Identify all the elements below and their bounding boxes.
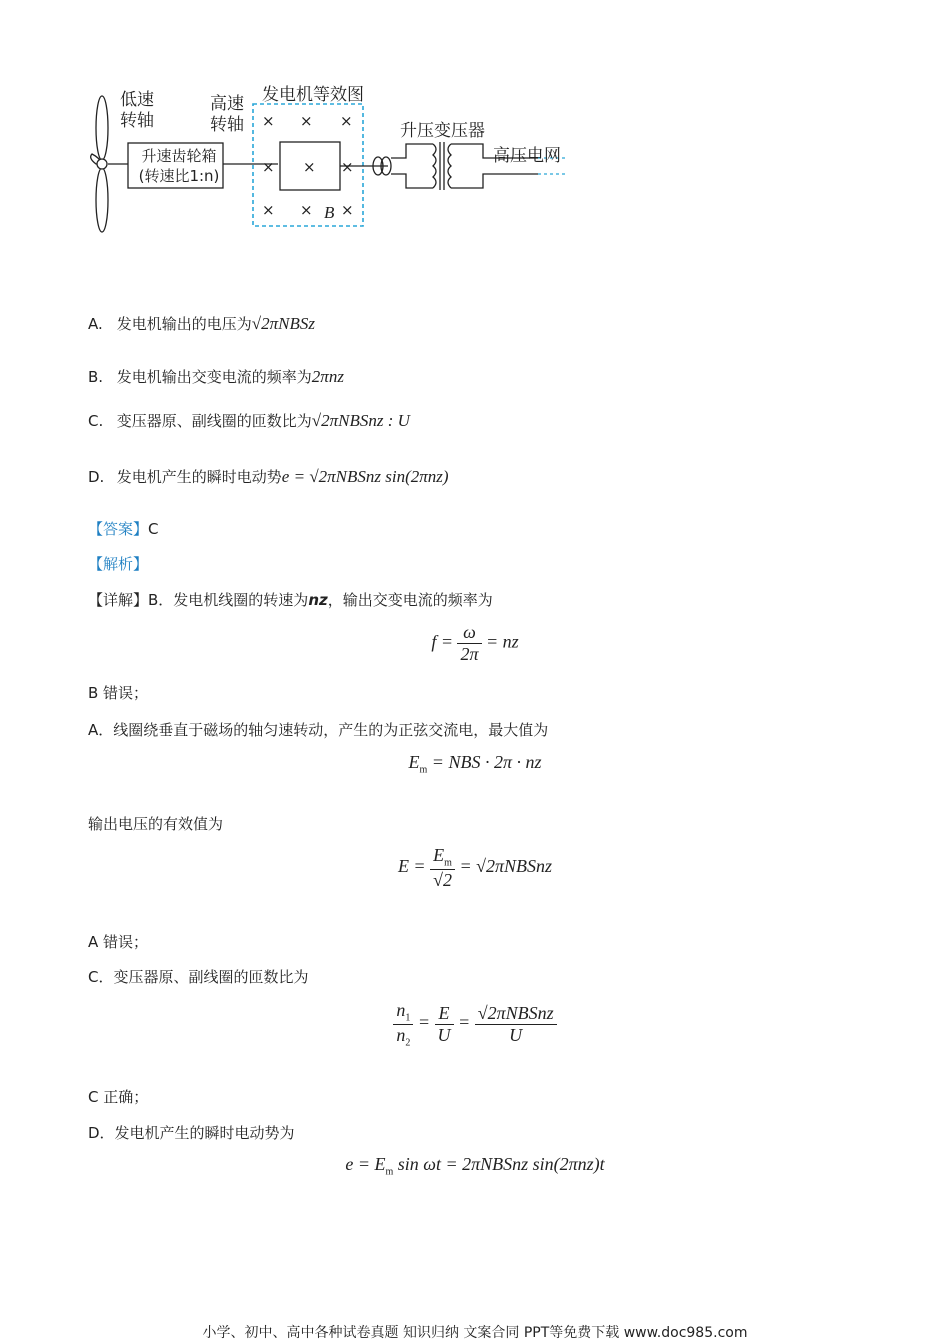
eq-c-n2 [393,1025,413,1049]
gearbox-label-line2: (转速比1:n) [138,167,220,185]
detail-d-intro: D．发电机产生的瞬时电动势为 [88,1124,295,1142]
option-c-text: 变压器原、副线圈的匝数比为 [116,412,312,430]
svg-text:×: × [262,112,275,130]
field-label: B [324,203,335,222]
equation-turns-ratio: $\frac{n_1}{n_2}$ = $\frac{E}{U}$ = $\frac{\text{√2πNBSnz}}{U}$ [0,1000,950,1048]
low-speed-label-line1: 低速 [120,90,154,110]
option-b [88,366,344,387]
svg-text:×: × [340,112,353,130]
option-d-formula: e = √2πNBSnz sin(2πnz) [281,467,449,486]
detail-b-intro-var: nz [308,591,328,609]
option-d-text: 发电机产生的瞬时电动势 [116,468,282,486]
low-speed-label-line2: 转轴 [120,111,154,131]
eq-c-n2-symbol: n [396,1024,406,1045]
svg-text:×: × [300,201,313,219]
eq-e-rhs: = √2πNBSnz [459,855,553,876]
option-b-letter: B. [88,368,104,386]
detail-b-intro-tail: ，输出交变电流的频率为 [327,591,493,609]
gearbox-label-line1: 升速齿轮箱 [141,147,217,165]
eq-c-right-num: √2πNBSnz [475,1003,557,1025]
high-speed-label-line2: 转轴 [210,115,244,135]
svg-text:×: × [300,112,313,130]
equation-em [0,752,950,776]
eq-c-n1 [393,1000,413,1025]
answer-line [88,518,159,539]
eq-f-den: 2π [460,644,479,664]
option-b-text: 发电机输出交变电流的频率为 [116,368,312,386]
eq-e-num-symbol: E [433,845,445,865]
option-a-formula: √2πNBSz [251,314,315,333]
equation-effective [0,845,950,891]
eq-f-fraction [457,622,481,665]
generator-equivalent-label: 发电机等效图 [262,85,364,105]
eq-em-symbol: E [408,752,420,772]
detail-a-effective: 输出电压的有效值为 [88,815,224,833]
option-c [88,410,410,431]
eq-c-right-den: U [509,1024,523,1045]
eq-c-n1-sub: 1 [405,1012,411,1024]
option-b-formula: 2πnz [311,367,344,386]
option-a-text: 发电机输出的电压为 [116,315,252,333]
option-d-letter: D. [88,468,105,486]
eq-c-mid-num: E [435,1003,454,1025]
eq-d-lhs: e = E [345,1154,386,1174]
eq-e-num-sub: m [444,857,452,869]
answer-value: C [148,520,159,538]
eq-e-fraction [430,845,455,891]
grid-label: 高压电网 [493,146,561,166]
eq-em-sub: m [419,764,428,776]
detail-b-intro-text: B．发电机线圈的转速为 [148,591,309,609]
eq-em-rhs: = NBS · 2π · nz [427,752,542,772]
detail-tag: 【详解】 [88,591,149,609]
eq-e-den: √2 [433,869,452,890]
equation-frequency [0,622,950,665]
option-c-formula: √2πNBSnz : U [311,411,410,430]
eq-f-num: ω [457,622,481,644]
eq-c-n2-sub: 2 [405,1037,411,1049]
eq-c-n1-symbol: n [396,1000,406,1020]
svg-text:×: × [262,158,275,176]
svg-text:×: × [341,158,354,176]
option-a [88,313,315,334]
eq-d-rhs: sin ωt = 2πNBSnz sin(2πnz)t [393,1154,605,1174]
b-wrong: B 错误； [88,684,149,702]
option-c-letter: C. [88,412,104,430]
detail-b-intro [88,589,493,610]
a-wrong: A 错误； [88,933,149,951]
c-right: C 正确； [88,1088,149,1106]
eq-f-lhs: f = [431,631,453,652]
eq-c-left-fraction [393,1000,413,1048]
low-speed-shaft-label [120,90,154,132]
high-speed-label-line1: 高速 [210,94,244,114]
eq-c-right-fraction [475,1003,557,1046]
equation-instantaneous [0,1154,950,1178]
transformer-label: 升压变压器 [400,121,485,141]
eq-e-num [430,845,455,870]
page-footer: 小学、初中、高中各种试卷真题 知识归纳 文案合同 PPT等免费下载 www.doc985.com [202,1325,748,1341]
high-speed-shaft-label [210,94,244,136]
svg-text:×: × [262,201,275,219]
eq-d-sub: m [385,1166,394,1178]
eq-f-rhs: = nz [486,631,519,652]
svg-text:×: × [303,158,316,176]
option-a-letter: A. [88,315,103,333]
detail-c-intro: C．变压器原、副线圈的匝数比为 [88,968,309,986]
analysis-tag: 【解析】 [88,555,149,573]
analysis-line [88,553,148,574]
eq-c-mid-fraction [435,1003,454,1046]
option-d [88,466,449,487]
answer-tag: 【答案】 [88,520,149,538]
eq-c-mid-den: U [437,1024,451,1045]
eq-e-lhs: E = [397,855,426,876]
propeller-icon [91,96,108,232]
detail-a-intro: A．线圈绕垂直于磁场的轴匀速转动，产生的为正弦交流电，最大值为 [88,721,549,739]
svg-text:×: × [341,201,354,219]
gearbox-label [134,146,224,186]
